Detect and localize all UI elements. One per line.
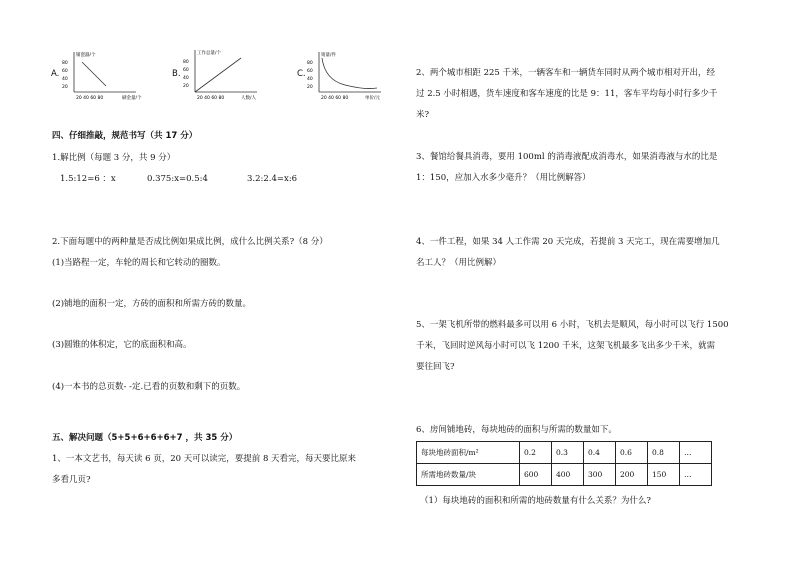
graph-a-plot <box>60 48 160 100</box>
graph-b-xlabel: 人数/人 <box>241 96 257 100</box>
q2-item-1: (1)当路程一定，车轮的周长和它转动的圈数。 <box>52 258 226 268</box>
table-cell: 每块地砖面积/m² <box>417 442 520 464</box>
graph-c-label: C. <box>297 69 306 79</box>
s5-q1-line2: 多看几页? <box>52 475 91 485</box>
r-q3-line1: 3、餐馆给餐具消毒，要用 100ml 的消毒液配成消毒水，如果消毒液与水的比是 <box>416 152 718 162</box>
table-cell: 0.2 <box>520 442 552 464</box>
graph-c-xlabel: 单价/元 <box>365 96 381 100</box>
graph-c-ytick-80: 80 <box>307 61 313 66</box>
r-q5-line2: 千米，飞回时逆风每小时可以飞 1200 千米，这架飞机最多飞出多少千米，就需 <box>416 341 716 351</box>
q1-item-1: 1.5:12=6 ：x <box>60 174 116 184</box>
r-q3-line2: 1：150，应加入水多少毫升？（用比例解答） <box>416 173 591 183</box>
table-cell: 200 <box>616 464 648 486</box>
graph-a-ytick-60: 60 <box>62 69 68 74</box>
graph-a-ytick-40: 40 <box>62 77 68 82</box>
graph-c-xticks: 20 40 60 80 <box>321 96 349 100</box>
r-q5-line3: 要往回飞? <box>416 362 455 372</box>
table-cell: 600 <box>520 464 552 486</box>
graph-a-xlabel: 刷金量/个 <box>122 96 142 100</box>
table-cell: 所需地砖数量/块 <box>417 464 520 486</box>
table-cell: 0.8 <box>648 442 680 464</box>
graph-b-ytick-40: 40 <box>183 76 189 81</box>
r-q6-sub: （1）每块地砖的面积和所需的地砖数量有什么关系？为什么? <box>420 496 651 506</box>
table-cell: 0.4 <box>584 442 616 464</box>
r-q2-line1: 2、两个城市相距 225 千米，一辆客车和一辆货车同时从两个城市相对开出，经 <box>416 68 716 78</box>
r-q6-line1: 6、房间铺地砖，每块地砖的面积与所需的数量如下。 <box>416 425 617 435</box>
graph-a-label: A. <box>51 69 60 79</box>
q1-item-3: 3.2:2.4=x:6 <box>247 174 298 184</box>
tile-table <box>416 441 712 486</box>
graph-c-ytick-40: 40 <box>307 77 313 82</box>
r-q2-line3: 米? <box>416 110 430 120</box>
table-cell: 400 <box>552 464 584 486</box>
table-row <box>417 442 712 464</box>
graph-c-ytick-60: 60 <box>307 69 313 74</box>
s5-q1-line1: 1、一本文艺书，每天读 6 页，20 天可以读完，要提前 8 天看完，每天要比原来 <box>52 454 357 464</box>
table-cell: … <box>680 464 712 486</box>
graph-b-ytick-60: 60 <box>183 68 189 73</box>
q2-heading: 2.下面每题中的两种量是否成比例如果成比例，成什么比例关系?（8 分） <box>52 237 328 247</box>
graph-b-label: B. <box>172 69 181 79</box>
graph-c-ytick-20: 20 <box>307 85 313 90</box>
section-5-title: 五、解决问题（5+5+6+6+6+7 ，共 35 分） <box>52 433 238 443</box>
graph-a-ylabel: 铺瓷器/个 <box>76 53 96 58</box>
graph-b-ylabel: 工作总量/个 <box>197 51 222 56</box>
section-4-title: 四、仔细推敲，规范书写（共 17 分） <box>52 131 198 141</box>
graph-b-ytick-20: 20 <box>183 84 189 89</box>
graph-b-ytick-80: 80 <box>183 60 189 65</box>
graph-c-ylabel: 销量/件 <box>321 53 337 58</box>
r-q2-line2: 过 2.5 小时相遇，货车速度和客车速度的比是 9：11，客车平均每小时行多少千 <box>416 89 718 99</box>
r-q5-line1: 5、一架飞机所带的燃料最多可以用 6 小时，飞机去是顺风，每小时可以飞行 1500 <box>416 320 729 330</box>
r-q4-line2: 名工人？（用比例解） <box>416 258 502 268</box>
q1-heading: 1.解比例（每题 3 分，共 9 分） <box>52 153 176 163</box>
q1-item-2: 0.375:x=0.5:4 <box>147 174 208 184</box>
table-cell: 0.3 <box>552 442 584 464</box>
graph-a-ytick-20: 20 <box>62 85 68 90</box>
q2-item-4: (4)一本书的总页数- -定.已看的页数和剩下的页数。 <box>52 382 246 392</box>
table-cell: 300 <box>584 464 616 486</box>
table-cell: 0.6 <box>616 442 648 464</box>
graph-b-plot <box>181 46 281 100</box>
q2-item-2: (2)铺地的面积一定，方砖的面积和所需方砖的数量。 <box>52 299 252 309</box>
table-cell: 150 <box>648 464 680 486</box>
graph-c-plot <box>305 48 405 100</box>
r-q4-line1: 4、一件工程，如果 34 人工作需 20 天完成，若提前 3 天完工，现在需要增加几 <box>416 237 720 247</box>
graph-a-ytick-80: 80 <box>62 61 68 66</box>
graph-a-xticks: 20 40 60 80 <box>76 96 104 100</box>
q2-item-3: (3)圆锥的体积定，它的底面积和高。 <box>52 340 192 350</box>
table-cell: … <box>680 442 712 464</box>
graph-b-xticks: 20 40 60 80 <box>197 96 225 100</box>
table-row <box>417 464 712 486</box>
